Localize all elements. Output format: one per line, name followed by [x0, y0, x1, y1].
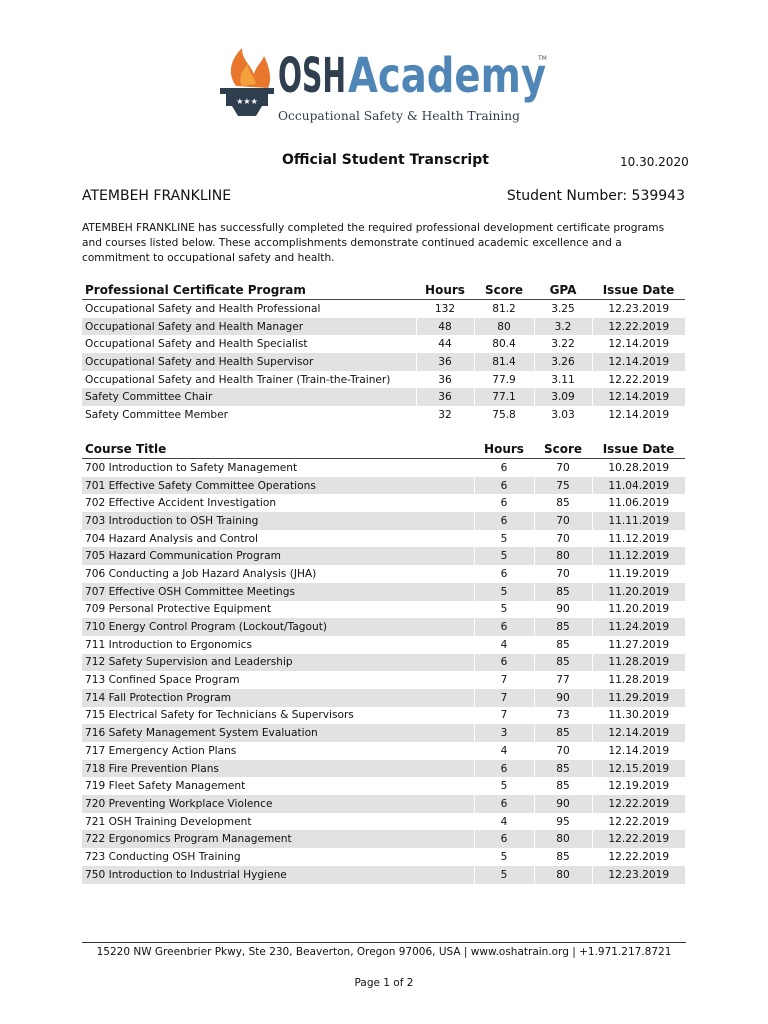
table-row — [82, 583, 685, 601]
table-cell: 719 Fleet Safety Management — [85, 780, 246, 793]
table-row — [82, 813, 685, 831]
table-cell: 722 Ergonomics Program Management — [82, 830, 474, 848]
table-row — [82, 654, 685, 672]
table-cell: 12.14.2019 — [592, 724, 685, 742]
table-cell: 11.29.2019 — [592, 689, 685, 707]
table-row — [82, 866, 685, 884]
table-cell: 70 — [534, 565, 592, 583]
table-cell: 80 — [534, 830, 592, 848]
svg-text:OSH: OSH — [278, 48, 346, 104]
table-cell: 6 — [474, 512, 534, 530]
table-cell: 11.12.2019 — [592, 530, 685, 548]
table-cell: 70 — [534, 512, 592, 530]
table-cell: 12.14.2019 — [592, 406, 685, 424]
table-row — [82, 494, 685, 512]
table-cell: 12.22.2019 — [592, 848, 685, 866]
table-cell: 90 — [534, 689, 592, 707]
table-cell: 73 — [534, 707, 592, 725]
table-cell: 85 — [534, 654, 592, 672]
table-row — [82, 300, 685, 318]
table-cell: 36 — [416, 353, 474, 371]
table-cell: 11.04.2019 — [592, 477, 685, 495]
table-cell: 12.22.2019 — [592, 318, 685, 336]
table-cell: 705 Hazard Communication Program — [82, 547, 474, 565]
student-name: ATEMBEH FRANKLINE — [82, 188, 232, 204]
table-cell: 707 Effective OSH Committee Meetings — [82, 583, 474, 601]
table-cell: 3 — [474, 724, 534, 742]
svg-text:Academy: Academy — [348, 48, 546, 104]
table-cell: 713 Confined Space Program — [85, 674, 240, 687]
table-cell: 703 Introduction to OSH Training — [82, 512, 474, 530]
svg-text:Occupational Safety & Health T: Occupational Safety & Health Training — [278, 108, 520, 123]
completion-statement: ATEMBEH FRANKLINE has successfully completed the required professional development certificate programs and courses listed below. These accomplishments demonstrate continued academic excellence and a commitment to occupational safety and health. — [82, 222, 665, 264]
table-cell: 85 — [534, 760, 592, 778]
column-header: Professional Certificate Program — [82, 281, 416, 300]
table-row — [82, 318, 685, 336]
table-row — [82, 724, 685, 742]
table-cell: 90 — [534, 601, 592, 619]
table-cell: 5 — [474, 601, 534, 619]
table-cell: Safety Committee Chair — [82, 388, 416, 406]
table-cell: 80 — [474, 318, 534, 336]
table-cell: 85 — [534, 724, 592, 742]
table-cell: 32 — [416, 406, 474, 424]
table-cell: 90 — [534, 795, 592, 813]
svg-text:★★★: ★★★ — [236, 97, 258, 106]
table-cell: 6 — [474, 618, 534, 636]
table-cell: 6 — [474, 760, 534, 778]
table-row — [82, 353, 685, 371]
table-cell: 77.1 — [474, 388, 534, 406]
page-number: Page 1 of 2 — [354, 977, 414, 989]
table-row — [82, 388, 685, 406]
table-cell: 750 Introduction to Industrial Hygiene — [82, 866, 474, 884]
table-cell: 720 Preventing Workplace Violence — [82, 795, 474, 813]
table-cell: 77.9 — [474, 371, 534, 389]
table-cell: Occupational Safety and Health Supervisor — [82, 353, 416, 371]
table-cell: 36 — [416, 371, 474, 389]
table-cell: 75 — [534, 477, 592, 495]
table-cell: 5 — [474, 848, 534, 866]
column-header: Score — [474, 281, 534, 300]
table-cell: 704 Hazard Analysis and Control — [85, 532, 258, 545]
column-header: Course Title — [82, 440, 474, 459]
table-cell: 4 — [474, 813, 534, 831]
table-cell: 85 — [534, 618, 592, 636]
table-cell: 11.20.2019 — [592, 601, 685, 619]
table-cell: 11.27.2019 — [592, 636, 685, 654]
table-cell: 6 — [474, 565, 534, 583]
table-row — [82, 671, 685, 689]
certificate-programs-table — [82, 281, 685, 424]
table-cell: 5 — [474, 866, 534, 884]
table-cell: 7 — [474, 671, 534, 689]
svg-text:TM: TM — [538, 55, 547, 62]
table-cell: 48 — [416, 318, 474, 336]
table-cell: 70 — [534, 459, 592, 477]
table-cell: 7 — [474, 689, 534, 707]
table-cell: 723 Conducting OSH Training — [85, 850, 241, 863]
table-cell: 12.22.2019 — [592, 795, 685, 813]
table-cell: 12.23.2019 — [592, 866, 685, 884]
table-row — [82, 707, 685, 725]
table-cell: 81.2 — [474, 300, 534, 318]
table-cell: 85 — [534, 848, 592, 866]
table-cell: 6 — [474, 494, 534, 512]
table-cell: 12.14.2019 — [592, 335, 685, 353]
table-cell: 3.09 — [534, 388, 592, 406]
table-cell: 4 — [474, 742, 534, 760]
table-row — [82, 689, 685, 707]
table-row — [82, 760, 685, 778]
table-cell: 11.28.2019 — [592, 654, 685, 672]
table-cell: 81.4 — [474, 353, 534, 371]
table-cell: 75.8 — [474, 406, 534, 424]
table-row — [82, 636, 685, 654]
courses-table — [82, 440, 685, 884]
table-cell: 716 Safety Management System Evaluation — [82, 724, 474, 742]
table-cell: 12.22.2019 — [592, 813, 685, 831]
table-cell: 7 — [474, 707, 534, 725]
table-cell: 6 — [474, 477, 534, 495]
table-cell: 70 — [534, 530, 592, 548]
table-cell: 80 — [534, 547, 592, 565]
table-cell: 12.19.2019 — [592, 777, 685, 795]
table-cell: 3.2 — [534, 318, 592, 336]
footer-address: 15220 NW Greenbrier Pkwy, Ste 230, Beaverton, Oregon 97006, USA | www.oshatrain.org | +1.971.217.8721 — [96, 946, 672, 958]
table-cell: 85 — [534, 777, 592, 795]
table-cell: 6 — [474, 795, 534, 813]
table-row — [82, 777, 685, 795]
table-cell: 36 — [416, 388, 474, 406]
table-cell: 701 Effective Safety Committee Operations — [82, 477, 474, 495]
table-cell: 95 — [534, 813, 592, 831]
table-cell: 12.23.2019 — [592, 300, 685, 318]
table-cell: 5 — [474, 777, 534, 795]
table-cell: Occupational Safety and Health Professional — [85, 302, 321, 315]
table-cell: 5 — [474, 530, 534, 548]
table-cell: 85 — [534, 494, 592, 512]
courses-header-row — [82, 440, 685, 459]
table-cell: 80.4 — [474, 335, 534, 353]
table-row — [82, 530, 685, 548]
table-cell: 3.26 — [534, 353, 592, 371]
table-cell: 12.14.2019 — [592, 742, 685, 760]
table-cell: 11.30.2019 — [592, 707, 685, 725]
table-cell: 80 — [534, 866, 592, 884]
table-cell: 11.19.2019 — [592, 565, 685, 583]
table-cell: 85 — [534, 583, 592, 601]
table-cell: 44 — [416, 335, 474, 353]
student-number: Student Number: 539943 — [506, 188, 685, 204]
footer-divider — [82, 942, 686, 943]
table-cell: 11.28.2019 — [592, 671, 685, 689]
table-row — [82, 742, 685, 760]
table-cell: 11.24.2019 — [592, 618, 685, 636]
column-header: Hours — [416, 281, 474, 300]
table-row — [82, 477, 685, 495]
table-cell: 12.22.2019 — [592, 371, 685, 389]
table-cell: 709 Personal Protective Equipment — [85, 603, 272, 616]
table-row — [82, 618, 685, 636]
table-cell: 70 — [534, 742, 592, 760]
column-header: GPA — [534, 281, 592, 300]
table-cell: 4 — [474, 636, 534, 654]
table-cell: 721 OSH Training Development — [85, 815, 252, 828]
table-cell: Occupational Safety and Health Specialist — [85, 338, 308, 351]
column-header: Issue Date — [592, 281, 685, 300]
table-cell: 706 Conducting a Job Hazard Analysis (JHA) — [85, 567, 317, 580]
table-cell: 714 Fall Protection Program — [82, 689, 474, 707]
column-header: Score — [534, 440, 592, 459]
table-cell: 77 — [534, 671, 592, 689]
table-cell: 132 — [416, 300, 474, 318]
table-cell: 700 Introduction to Safety Management — [85, 461, 298, 474]
table-cell: Safety Committee Member — [85, 408, 229, 421]
column-header: Hours — [474, 440, 534, 459]
table-row — [82, 371, 685, 389]
table-cell: Occupational Safety and Health Trainer (Train-the-Trainer) — [85, 373, 391, 386]
table-cell: 3.25 — [534, 300, 592, 318]
table-cell: 12.14.2019 — [592, 353, 685, 371]
table-cell: 85 — [534, 636, 592, 654]
transcript-date: 10.30.2020 — [620, 155, 689, 169]
table-row — [82, 335, 685, 353]
table-cell: 11.20.2019 — [592, 583, 685, 601]
table-cell: 3.22 — [534, 335, 592, 353]
table-row — [82, 459, 685, 477]
table-cell: 702 Effective Accident Investigation — [85, 497, 277, 510]
table-cell: Occupational Safety and Health Manager — [82, 318, 416, 336]
table-cell: 11.12.2019 — [592, 547, 685, 565]
table-row — [82, 406, 685, 424]
table-cell: 715 Electrical Safety for Technicians & Supervisors — [85, 709, 354, 722]
table-cell: 12.15.2019 — [592, 760, 685, 778]
table-cell: 710 Energy Control Program (Lockout/Tagout) — [82, 618, 474, 636]
table-cell: 5 — [474, 547, 534, 565]
table-row — [82, 795, 685, 813]
table-cell: 3.11 — [534, 371, 592, 389]
table-cell: 11.06.2019 — [592, 494, 685, 512]
table-cell: 717 Emergency Action Plans — [85, 744, 237, 757]
table-row — [82, 848, 685, 866]
table-cell: 711 Introduction to Ergonomics — [85, 638, 252, 651]
table-cell: 6 — [474, 830, 534, 848]
table-cell: 12.14.2019 — [592, 388, 685, 406]
table-row — [82, 601, 685, 619]
table-cell: 3.03 — [534, 406, 592, 424]
oshacademy-logo — [218, 40, 558, 130]
table-row — [82, 512, 685, 530]
table-cell: 5 — [474, 583, 534, 601]
table-cell: 712 Safety Supervision and Leadership — [82, 654, 474, 672]
table-cell: 10.28.2019 — [592, 459, 685, 477]
table-cell: 718 Fire Prevention Plans — [82, 760, 474, 778]
table-cell: 12.22.2019 — [592, 830, 685, 848]
table-cell: 11.11.2019 — [592, 512, 685, 530]
table-row — [82, 830, 685, 848]
table-row — [82, 565, 685, 583]
programs-header-row — [82, 281, 685, 300]
column-header: Issue Date — [592, 440, 685, 459]
table-cell: 6 — [474, 654, 534, 672]
table-row — [82, 547, 685, 565]
transcript-title: Official Student Transcript — [282, 152, 489, 168]
table-cell: 6 — [474, 459, 534, 477]
